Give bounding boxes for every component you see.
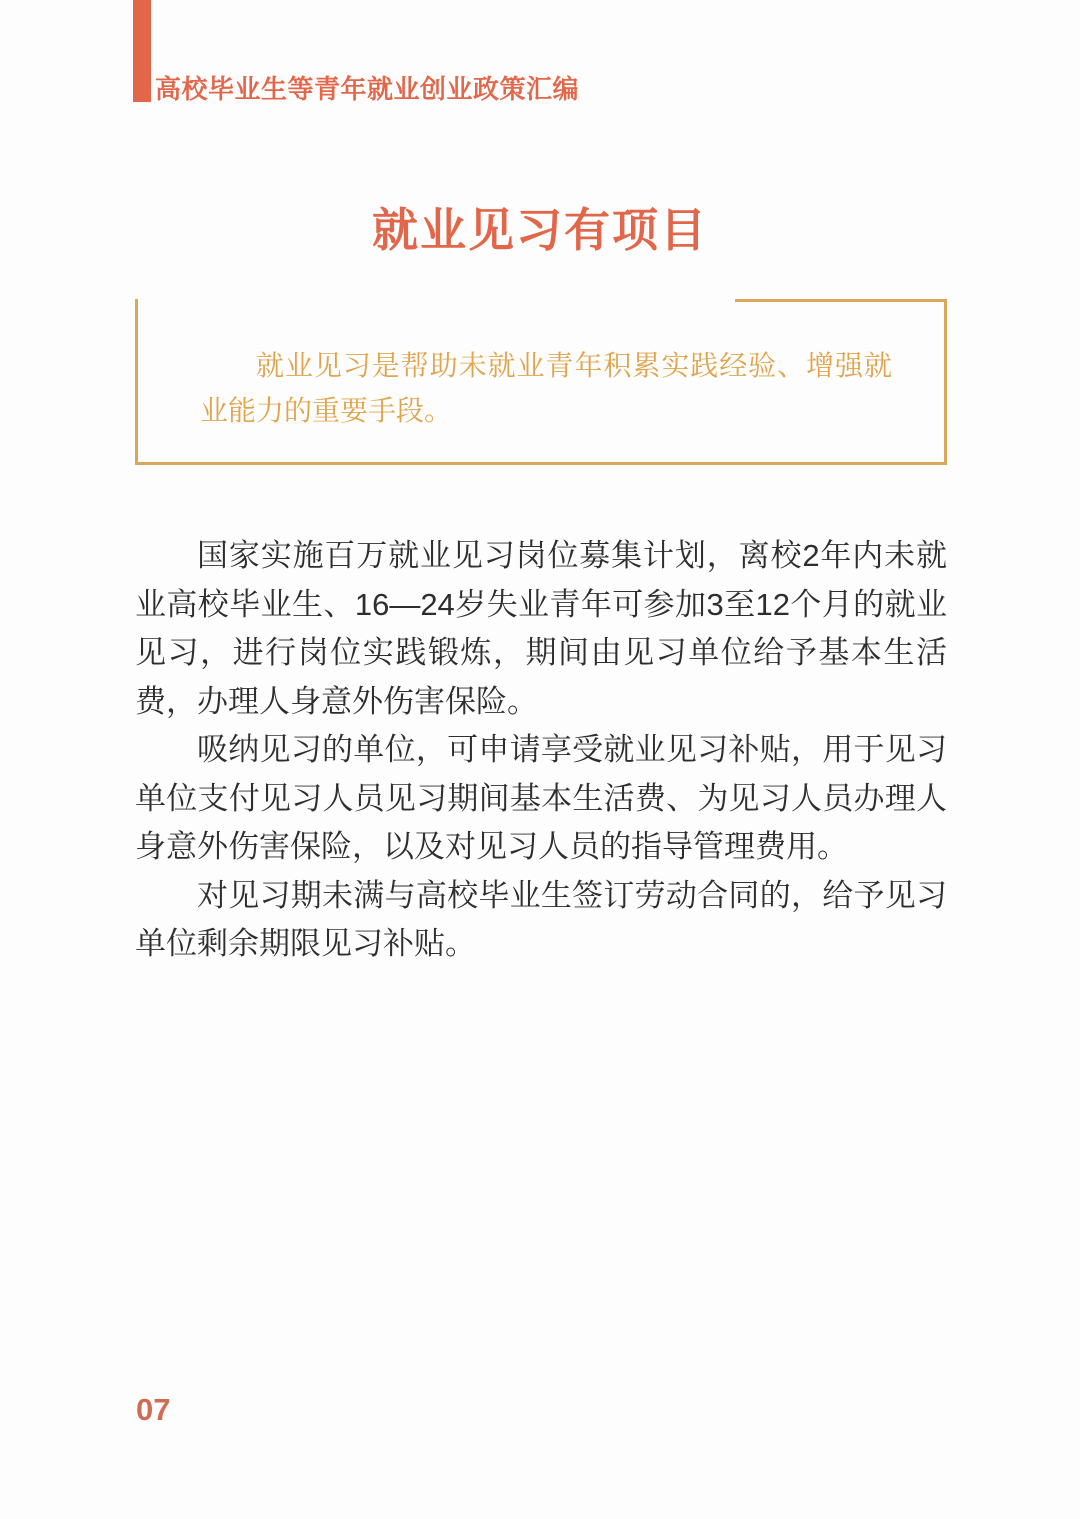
summary-callout-box bbox=[135, 299, 947, 465]
page-title: 就业见习有项目 bbox=[372, 204, 708, 256]
header-accent-bar bbox=[133, 0, 151, 102]
callout-text: 就业见习是帮助未就业青年积累实践经验、增强就业能力的重要手段。 bbox=[200, 350, 892, 426]
booklet-title: 高校毕业生等青年就业创业政策汇编 bbox=[155, 74, 580, 104]
paragraph-1: 国家实施百万就业见习岗位募集计划，离校2年内未就业高校毕业生、16—24岁失业青年可参加3至12个月的就业见习，进行岗位实践锻炼，期间由见习单位给予基本生活费，办理人身意外伤害保险。 bbox=[135, 538, 947, 719]
paragraph-2: 吸纳见习的单位，可申请享受就业见习补贴，用于见习单位支付见习人员见习期间基本生活费、为见习人员办理人身意外伤害保险，以及对见习人员的指导管理费用。 bbox=[135, 732, 947, 864]
body-paragraphs bbox=[135, 532, 947, 969]
callout-top-rule bbox=[735, 299, 944, 302]
paragraph-3: 对见习期未满与高校毕业生签订劳动合同的，给予见习单位剩余期限见习补贴。 bbox=[135, 877, 947, 961]
page-number: 07 bbox=[136, 1392, 171, 1427]
